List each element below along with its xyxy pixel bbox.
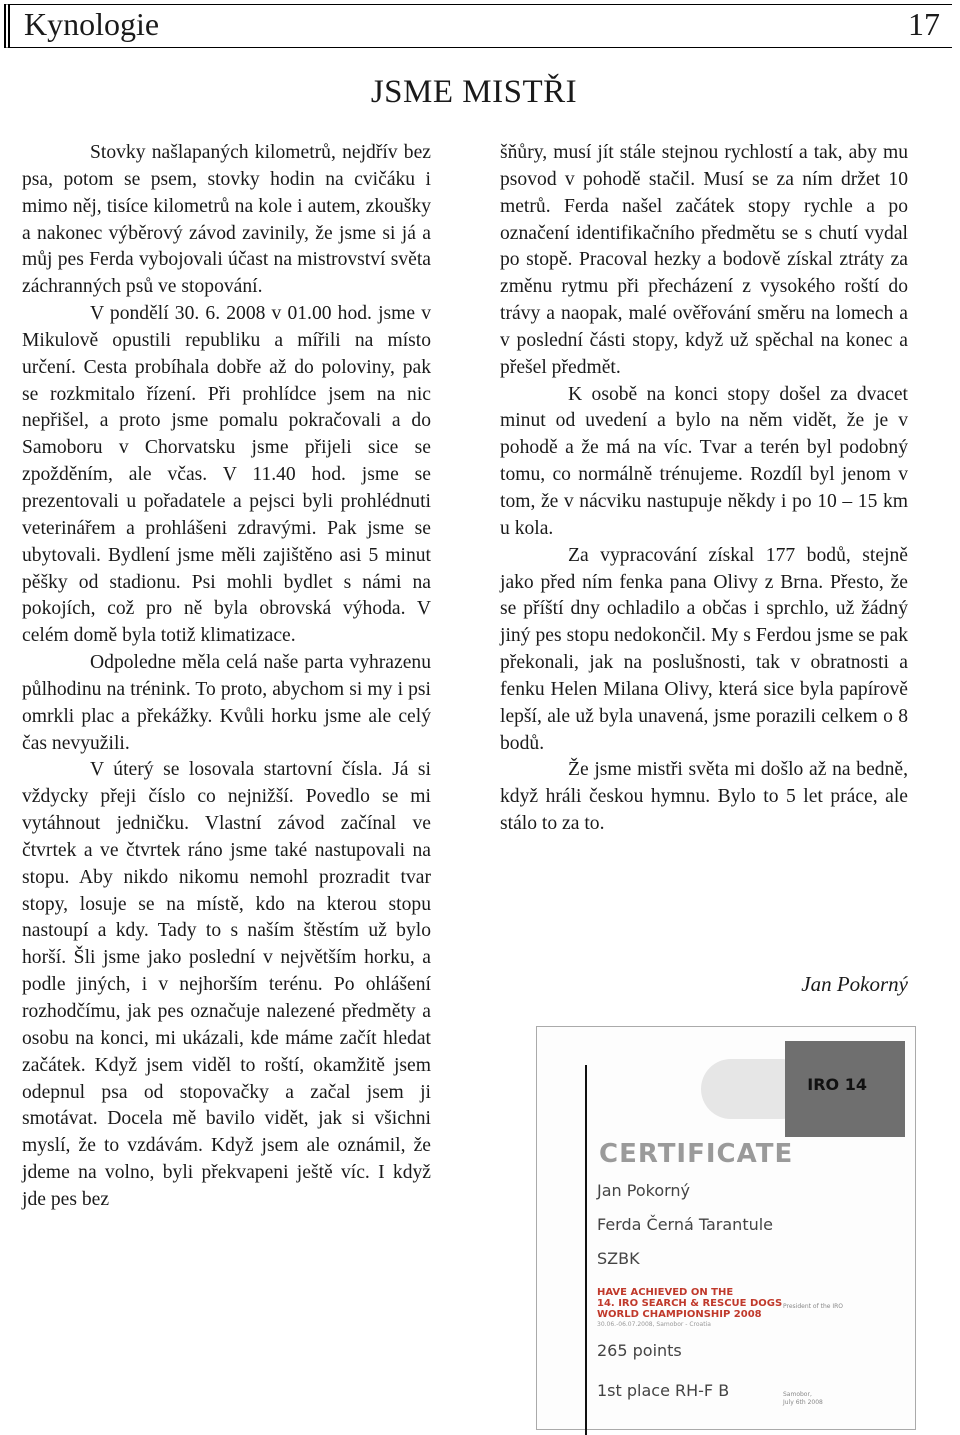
article-title: [0, 74, 960, 111]
achievement-line: HAVE ACHIEVED ON THE: [597, 1287, 734, 1298]
certificate-points: 265 points: [597, 1341, 682, 1360]
certificate-president: President of the IRO: [783, 1303, 843, 1310]
paragraph: šňůry, musí jít stále stejnou rychlostí a tak, aby mu psovod v pohodě stačil. Musí se za ním držet 10 metrů. Ferda našel začátek stopy rychle a po označení identifikačního předmětu se s chutí vydal po stopě. Pracoval hezky a bodově získal ztráty za změnu rytmu při přecházení z vysokého roští do trávy a naopak, malé ověřování směru na lomech a v poslední části stopy, když už spěchal na konec a přešel předmět.: [500, 142, 908, 378]
signed-line: July 6th 2008: [783, 1399, 823, 1406]
paragraph: K osobě na konci stopy došel za dvacet minut od uvedení a bylo na něm vidět, že je v pohodě a že má na víc. Tvar a terén byl podobný tomu, co normálně trénujeme. Rozdíl byl jenom v tom, že v nácviku nastupuje někdy i po 10 – 15 km u kola.: [500, 383, 908, 539]
certificate-rule: [585, 1065, 587, 1435]
author-signature: Jan Pokorný: [801, 972, 908, 996]
certificate-image: [536, 1026, 916, 1430]
certificate-body: [551, 1041, 905, 1429]
certificate-org: SZBK: [597, 1249, 640, 1268]
iro-logo: IRO 14: [807, 1075, 867, 1094]
paragraph: Stovky našlapaných kilometrů, nejdřív bez psa, potom se psem, stovky hodin na cvičáku i mimo něj, tisíce kilometrů na kole i autem, zkoušky a nakonec výběrový závod zavinily, že jsme si já a můj pes Ferda vybojovali účast na mistrovství světa záchranných psů ve stopování.: [22, 142, 431, 298]
page-number: 17: [908, 6, 940, 42]
certificate-title: CERTIFICATE: [599, 1139, 794, 1169]
signed-line: Samobor,: [783, 1391, 812, 1398]
certificate-dates: 30.06.-06.07.2008, Samobor - Croatia: [597, 1321, 711, 1328]
achievement-line: WORLD CHAMPIONSHIP 2008: [597, 1309, 762, 1320]
certificate-dog: Ferda Černá Tarantule: [597, 1215, 774, 1234]
article-title-text: JSME MISTŘI: [370, 74, 578, 110]
certificate-name: Jan Pokorný: [597, 1181, 691, 1200]
paragraph: Odpoledne měla celá naše parta vyhrazenu půlhodinu na trénink. To proto, abychom si my i psi omrkli plac a překážky. Kvůli horku jsme ale celý čas nevyužili.: [22, 652, 431, 754]
paragraph: Za vypracování získal 177 bodů, stejně jako před ním fenka pana Olivy z Brna. Přesto, že se příští dny ochladilo a občas i sprchlo, už žádný jiný pes stopu nedokončil. My s Ferdou jsme se pak překonali, jak na poslušnosti, tak v obratnosti a fenku Helen Milana Olivy, která sice byla papírově lepší, ale už byla unavená, jsme porazili celkem o 8 bodů.: [500, 544, 908, 754]
certificate-place: 1st place RH-F B: [597, 1381, 730, 1400]
section-title: Kynologie: [24, 6, 160, 42]
column-left: [22, 140, 431, 1214]
certificate-signed: [783, 1391, 823, 1407]
paragraph: V pondělí 30. 6. 2008 v 01.00 hod. jsme v Mikulově opustili republiku a mířili na místo určení. Cesta probíhala dobře až do poloviny, pak se rozkmitalo řízení. Při prohlídce jsem na nic nepřišel, a proto jsme pomalu pokračovali a do Samoboru v Chorvatsku jsme přijeli sice se zpožděním, ale včas. V 11.40 hod. jsme se prezentovali u pořadatele a pejsci byli prohlédnuti veterinářem a prohlášeni zdravými. Pak jsme se ubytovali. Bydlení jsme měli zajištěno asi 5 minut pěšky od stadionu. Psi mohli bydlet s námi na pokojích, což pro ně byla obrovská výhoda. V celém domě byla totiž klimatizace.: [22, 303, 431, 647]
page-header: [4, 4, 952, 48]
certificate-achievement: [597, 1287, 782, 1320]
paragraph: Že jsme mistři světa mi došlo až na bedně, když hráli českou hymnu. Bylo to 5 let práce, ale stálo to za to.: [500, 759, 908, 835]
column-right: [500, 140, 908, 838]
paragraph: V úterý se losovala startovní čísla. Já si vždycky přeji číslo co nejnižší. Povedlo se mi vytáhnout jedničku. Vlastní závod začínal ve čtvrtek a ve čtvrtek ráno jsme také nastupovali na stopu. Aby nikdo nikomu nemohl prozradit tvar stopy, losuje se na místě, kdo na kterou stopu nastoupí a kdy. Tady to s naším štěstím už bylo horší. Šli jsme jako poslední v největším horku, a podle jiných, i v nejhorším terénu. Po ohlášení rozhodčímu, jak pes označuje nalezené předměty a osobu na konci, mi ukázali, kde máme začít hledat začátek. Když jsem viděl to roští, okamžitě jsem odepnul psa od stopovačky a začal jsem ji smotávat. Docela mě bavilo vidět, jak si všichni myslí, že to vzdávám. Když jsem ale oznámil, že jdeme na volno, byli překvapeni ještě víc. I když jde pes bez: [22, 759, 431, 1210]
achievement-line: 14. IRO SEARCH & RESCUE DOGS: [597, 1298, 783, 1309]
